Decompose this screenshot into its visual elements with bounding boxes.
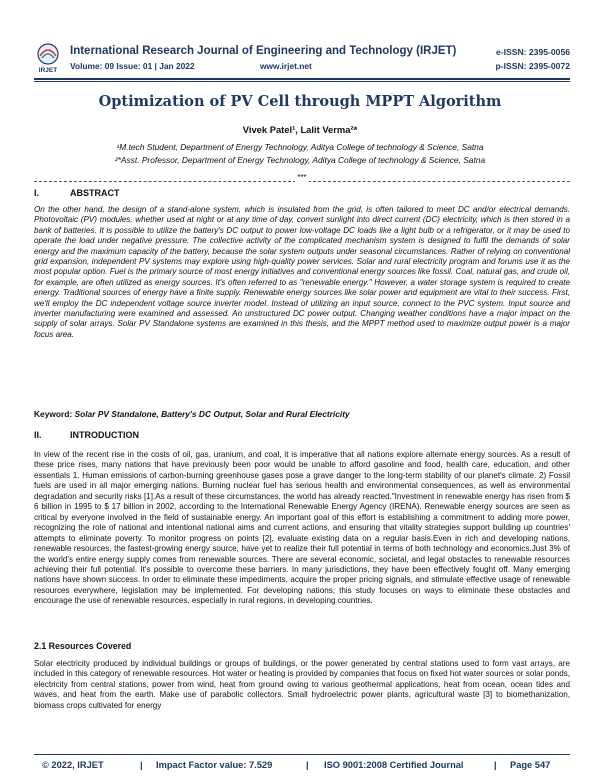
footer-page-number: Page 547	[510, 760, 551, 770]
logo-text: IRJET	[38, 67, 58, 74]
volume-issue: Volume: 09 Issue: 01 | Jan 2022	[70, 61, 195, 71]
separator-line	[34, 173, 570, 187]
header-divider-thin	[34, 81, 570, 82]
keywords-line	[34, 409, 570, 419]
header-divider	[34, 78, 570, 80]
abstract-heading: ABSTRACT	[70, 188, 120, 198]
footer-iso: ISO 9001:2008 Certified Journal	[324, 760, 464, 770]
intro-heading: INTRODUCTION	[70, 430, 139, 440]
affiliation-2: ²*Asst. Professor, Department of Energy Technology, Aditya College of technology & Science, Satna	[114, 155, 486, 165]
keywords-label: Keyword:	[34, 409, 73, 419]
journal-website[interactable]: www.irjet.net	[260, 61, 312, 71]
journal-header	[34, 42, 570, 76]
keywords-list: Solar PV Standalone, Battery's DC Output, Solar and Rural Electricity	[74, 409, 350, 419]
paper-title: Optimization of PV Cell through MPPT Algorithm	[98, 93, 502, 110]
intro-number: II.	[34, 430, 42, 440]
footer-sep-2: |	[306, 760, 309, 770]
irjet-logo-icon	[34, 42, 62, 74]
abstract-number: I.	[34, 188, 40, 198]
p-issn: p-ISSN: 2395-0072	[495, 61, 570, 71]
footer-sep-3: |	[494, 760, 497, 770]
separator-stars: ***	[297, 173, 307, 182]
page-footer	[34, 760, 570, 774]
footer-sep-1: |	[140, 760, 143, 770]
resources-text: Solar electricity produced by individual buildings or groups of buildings, or the power generated by central stations used to form vast arrays, are included in this category of renewable resources. Hot water or heating is provided by companies that focus on fixed hot water sources or solar ponds, electricity from central stations, power from wind, heat from ground owing to various geothermal applications, heat from ocean, ocean tides and waves, and heat from the earth. Make use of parabolic collectors. Small hydroelectric power plants, agricultural waste [3] to biomethanization, biomass crops cultivated for energy	[34, 659, 570, 710]
affiliation-1: ¹M.tech Student, Department of Energy Technology, Aditya College of technology & Science, Satna	[116, 142, 484, 152]
resources-heading: 2.1 Resources Covered	[34, 641, 132, 651]
intro-text: In view of the recent rise in the costs of oil, gas, uranium, and coal, it is imperative that all nations explore alternate energy sources. As a result of these price rises, many nations that have previously been poor would be unable to afford gasoline and food, health care, education, and other essentials 1. Human emissions of carbon-burning greenhouse gases pose a grave danger to the long-term stability of our planet's climate. 2) Fossil fuels are used in all major emerging nations. Burning nuclear fuel has serious health and environmental consequences, as well as environmental degradation and security risks [1].As a result of these circumstances, the world has already reacted."Investment in renewable energy has risen from $ 6 billion in 1995 to $ 17 billion in 2002, according to the International Renewable Energy Agency (IRENA). Renewable energy sources are seen as critical by everyone involved in the field of sustainable energy. An important goal of this effort is establishing a commitment to adding more power, recognizing the role of national and intentional national aims and current actions, and ensuring that vitality strategies support building up countries' attempts to eliminate poverty. To monitor progress on points [2], evaluate existing data on a regular basis.Even in rich and developing nations, renewable resources, the fastest-growing energy source, have yet to realize their full potential in terms of both technology and economics.Just 3% of the world's entire energy supply comes from renewable sources. There are several economic, societal, and legal obstacles to renewable resources achieving their full potential. It's possible to overcome these barriers. In many jurisdictions, they have been effectively fought off. Many emerging nations have shown success. In order to eliminate these impediments, acquire the proper pricing signals, and stimulate effective usage of renewable resources everywhere, legislation may be implemented. For developing nations, this study focuses on ways to eliminate these obstacles and encourage the use of renewable resources, especially in rural regions, in developing countries.	[34, 450, 570, 606]
abstract-text: On the other hand, the design of a stand-alone system, which is insulated from the grid, is often tailored to meet DC and/or electrical demands. Photovoltaic (PV) modules, whether used at night or at any time of day, convert sunlight into direct current (DC) electricity, which is then stored in a bank of batteries. It is possible to utilize the battery's DC output to power low-voltage DC loads like a light bulb or a refrigerator, or it may be used to operate the load under negative pressure. The collective activity of the complicated mechanism system is designed to fulfil the demands of solar energy and the maximum capacity of the battery, because the solar system outputs under seasonal circumstances. Rather of relying on conventional grid expansion, independent PV systems may explore using high-quality power services. Solar and rural electricity program and forums use it as the most popular option. Fuel is the primary source of most energy initiatives and conventional energy sources like fossil. Coal, natural gas, and crude oil, for example, are often utilized as energy sources. It's often referred to as "renewable energy." However, a water storage system is required to create energy. Traditional sources of energy have a finite supply. Renewable energy sources like solar power and equipment are vital to their success. First, we'll employ the DC independent voltage source inverter model. Instead of utilizing an input source, connect to the PVC system. Input source and inverter manufacturing were examined and assessed. An unstructured DC power output. Changing weather conditions have a major impact on the supply of solar arrays. Solar PV Standalone systems are examined in this thesis, and the MPPT method used to maximize output power is a major focus area.	[34, 205, 570, 339]
footer-divider	[34, 754, 570, 755]
footer-copyright: © 2022, IRJET	[42, 760, 104, 770]
journal-title: International Research Journal of Engineering and Technology (IRJET)	[70, 45, 457, 57]
paper-authors: Vivek Patel¹, Lalit Verma²*	[242, 124, 358, 135]
e-issn: e-ISSN: 2395-0056	[495, 47, 570, 57]
footer-impact-factor: Impact Factor value: 7.529	[156, 760, 273, 770]
